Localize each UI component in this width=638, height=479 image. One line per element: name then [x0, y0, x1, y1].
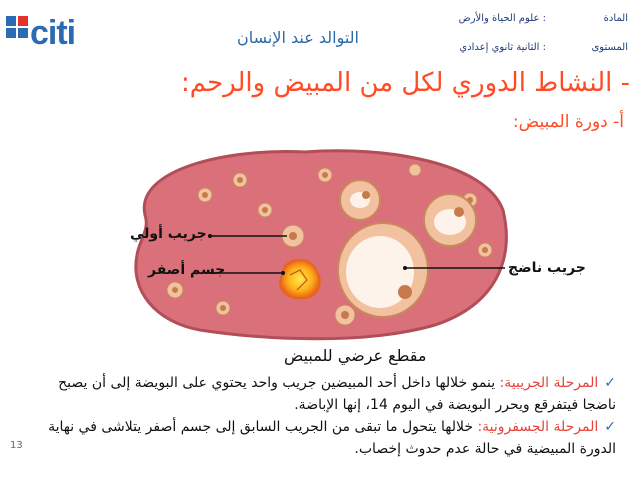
phase-text: ينمو خلالها داخل أحد المبيضين جريب واحد يحتوي على البويضة إلى أن يصبح ناضجا فيتفرقع ويحرر البويضة في اليوم 14، إنها الإباضة. [58, 375, 616, 413]
page-header-title: التوالد عند الإنسان [237, 28, 359, 47]
label-primary-follicle: جريب أولي [130, 226, 207, 242]
mature-follicle [338, 223, 428, 317]
main-title: - النشاط الدوري لكل من المبيض والرحم: [181, 68, 630, 98]
phase-text: خلالها يتحول ما تبقى من الجريب السابق إلى جسم أصفر يتلاشى في نهاية الدورة المبيضية في حالة عدم حدوث إخصاب. [48, 419, 616, 457]
paragraph-follicular-phase [36, 372, 616, 416]
page-number: 13 [10, 440, 23, 451]
yellow-body [280, 260, 320, 298]
label-yellow-body: جسم أصفر [148, 262, 226, 278]
label-mature-follicle: جريب ناضج [508, 260, 586, 276]
sub-title: أ- دورة المبيض: [512, 112, 624, 132]
subject-label: المادة [603, 13, 628, 24]
paragraph-luteal-phase [36, 416, 616, 460]
logo [4, 10, 76, 54]
subject-value: : علوم الحياة والأرض [458, 13, 546, 24]
logo-text: citi [30, 14, 76, 52]
phase-title: المرحلة الجسفرونية: [477, 419, 599, 435]
ovary-section-illustration [115, 140, 515, 345]
level-value: : الثانية ثانوي إعدادي [459, 42, 546, 53]
check-icon: ✓ [604, 419, 616, 435]
level-label: المستوى [591, 42, 628, 53]
check-icon: ✓ [604, 375, 616, 391]
phase-title: المرحلة الجريبية: [499, 375, 599, 391]
figure-caption: مقطع عرضي للمبيض [284, 346, 427, 365]
